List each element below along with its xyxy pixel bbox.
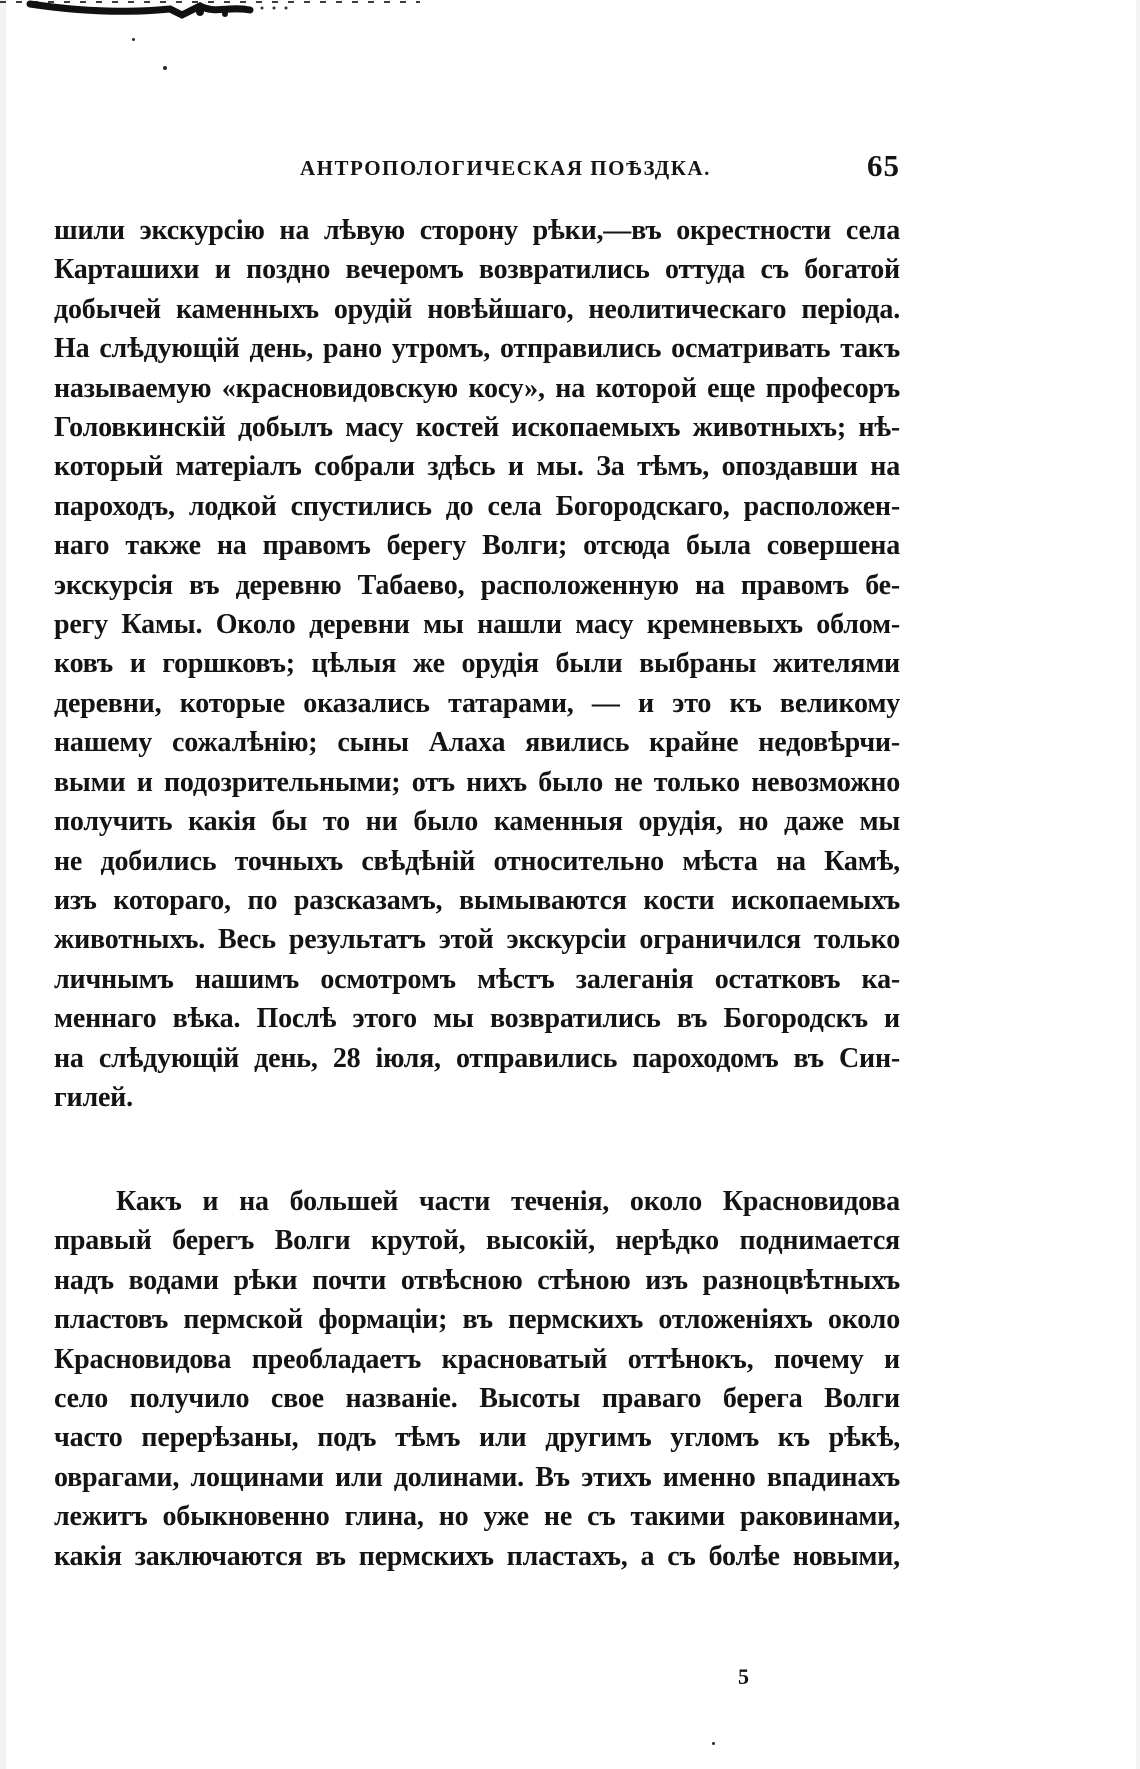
- paragraph: [54, 1182, 900, 1576]
- text-line: село получило свое названіе. Высоты праваго берега Волги: [54, 1383, 900, 1415]
- text-line: получить какія бы то ни было каменныя орудія, но даже мы: [54, 806, 900, 838]
- text-line: Головкинскій добылъ масу костей ископаемыхъ животныхъ; нѣ-: [54, 412, 900, 444]
- text-line: пластовъ пермской формаціи; въ пермскихъ отложеніяхъ около: [54, 1304, 900, 1336]
- text-line: наго также на правомъ берегу Волги; отсюда была совершена: [54, 530, 900, 562]
- text-line: меннаго вѣка. Послѣ этого мы возвратились въ Богородскъ и: [54, 1003, 900, 1035]
- running-title: АНТРОПОЛОГИЧЕСКАЯ ПОѢЗДКА.: [300, 156, 711, 180]
- text-line: ковъ и горшковъ; цѣлыя же орудія были выбраны жителями: [54, 648, 900, 680]
- running-head: [300, 148, 900, 188]
- text-line: на слѣдующій день, 28 іюля, отправились пароходомъ въ Син-: [54, 1042, 900, 1074]
- text-line: Красновидова преобладаетъ красноватый оттѣнокъ, почему и: [54, 1343, 900, 1375]
- text-line: изъ котораго, по разсказамъ, вымываются кости ископаемыхъ: [54, 884, 900, 916]
- text-line: называемую «красновидовскую косу», на которой еще професоръ: [54, 372, 900, 404]
- text-line: часто перерѣзаны, подъ тѣмъ или другимъ угломъ къ рѣкѣ,: [54, 1422, 900, 1454]
- text-line: экскурсія въ деревню Табаево, расположенную на правомъ бе-: [54, 569, 900, 601]
- page-number: 65: [867, 148, 900, 183]
- text-line: выми и подозрительными; отъ нихъ было не только невозможно: [54, 766, 900, 798]
- text-line: правый берегъ Волги крутой, высокій, нерѣдко поднимается: [54, 1225, 900, 1257]
- text-line: надъ водами рѣки почти отвѣсною стѣною изъ разноцвѣтныхъ: [54, 1264, 900, 1296]
- text-line: Какъ и на большей части теченія, около Красновидова: [116, 1186, 900, 1217]
- scan-speck: [163, 66, 167, 70]
- text-line: личнымъ нашимъ осмотромъ мѣстъ залеганія остатковъ ка-: [54, 963, 900, 995]
- ink-smudge: [0, 0, 420, 26]
- text-line: На слѣдующій день, рано утромъ, отправились осматривать такъ: [54, 333, 900, 365]
- text-line: Карташихи и поздно вечеромъ возвратились оттуда съ богатой: [54, 254, 900, 286]
- text-line: гилей.: [54, 1081, 133, 1113]
- text-line: животныхъ. Весь результатъ этой экскурсіи ограничился только: [54, 924, 900, 956]
- paragraph: [54, 211, 900, 1117]
- text-line: оврагами, лощинами или долинами. Въ этихъ именно впадинахъ: [54, 1461, 900, 1493]
- text-line: не добились точныхъ свѣдѣній относительно мѣста на Камѣ,: [54, 845, 900, 877]
- text-line: шили экскурсію на лѣвую сторону рѣки,—въ окрестности села: [54, 215, 900, 246]
- text-line: регу Камы. Около деревни мы нашли масу кремневыхъ облом-: [54, 609, 900, 641]
- text-line: пароходъ, лодкой спустились до села Богородскаго, расположен-: [54, 490, 900, 522]
- text-line: который матеріалъ собрали здѣсь и мы. За тѣмъ, опоздавши на: [54, 451, 900, 483]
- text-line: какія заключаются въ пермскихъ пластахъ, а съ болѣе новыми,: [54, 1540, 900, 1572]
- text-line: деревни, которые оказались татарами, — и это къ великому: [54, 687, 900, 719]
- text-line: лежитъ обыкновенно глина, но уже не съ такими раковинами,: [54, 1501, 900, 1533]
- text-line: нашему сожалѣнію; сыны Алаха явились крайне недовѣрчи-: [54, 727, 900, 759]
- text-line: добычей каменныхъ орудій новѣйшаго, неолитическаго періода.: [54, 293, 900, 325]
- scan-speck: [132, 38, 135, 41]
- scan-speck: [712, 1742, 715, 1745]
- signature-mark: 5: [738, 1664, 749, 1689]
